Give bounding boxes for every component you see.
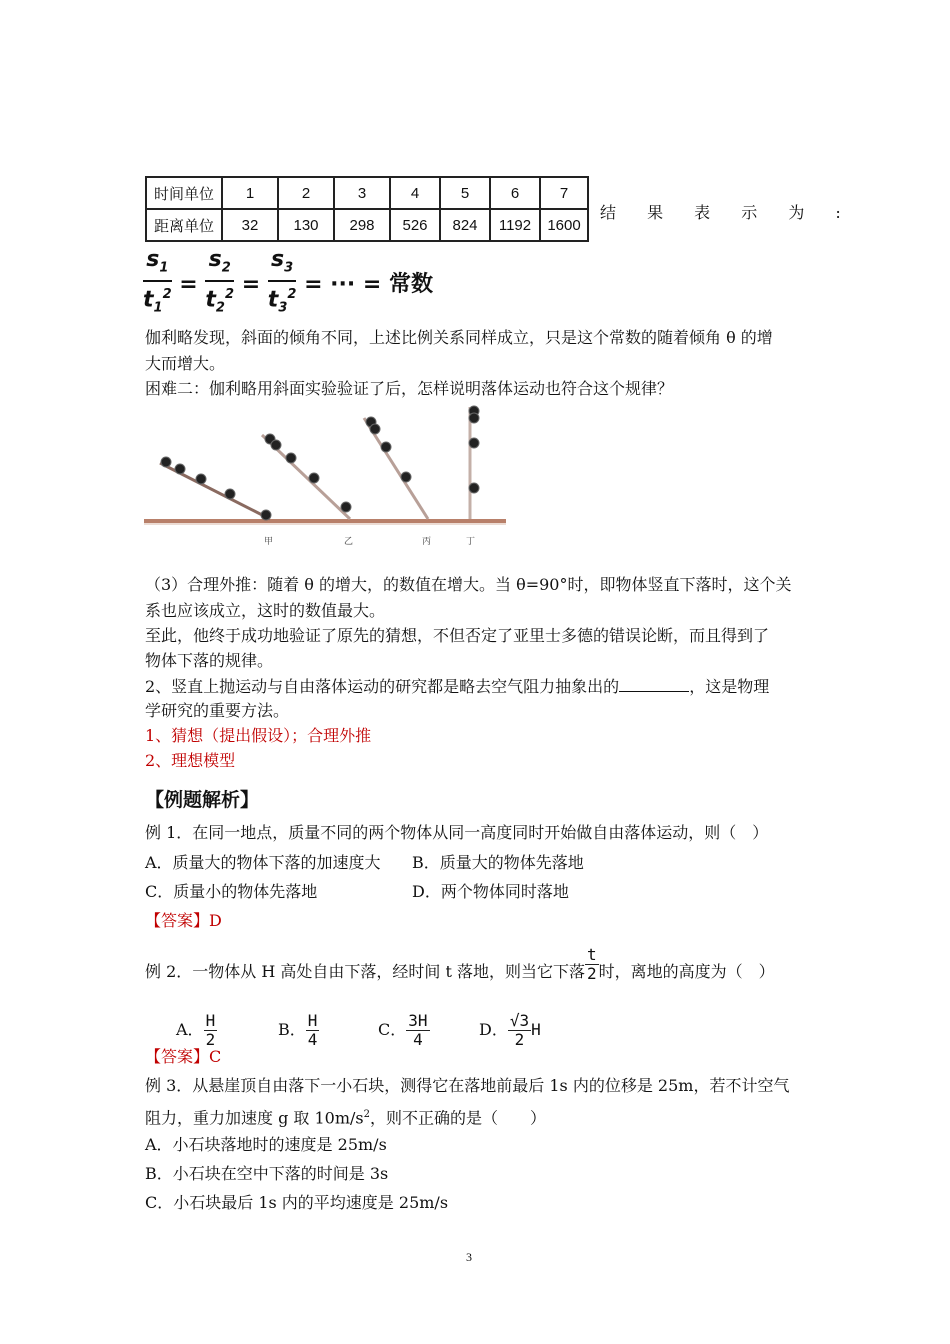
- table-cell: 7: [540, 177, 588, 209]
- table-row: [146, 177, 588, 209]
- ex1-stem: 例 1．在同一地点，质量不同的两个物体从同一高度同时开始做自由落体运动，则（ ）: [145, 823, 769, 842]
- answer-line: 1、猜想（提出假设）；合理外推: [145, 726, 372, 745]
- answer-value: C: [209, 1047, 222, 1066]
- answer-tag: 【答案】: [145, 911, 210, 930]
- section-title: 【例题解析】: [145, 789, 260, 811]
- ball-icon: [261, 510, 271, 520]
- page-number: 3: [466, 1250, 472, 1264]
- table-cell: 6: [490, 177, 540, 209]
- fraction-num: 3H: [408, 1011, 428, 1030]
- option-suffix: H: [531, 1020, 541, 1039]
- ball-icon: [286, 453, 296, 463]
- formula-t: t: [267, 287, 279, 313]
- time-header: 时间单位: [146, 177, 222, 209]
- formula-index: 3: [278, 301, 288, 317]
- ball-icon: [175, 464, 185, 474]
- fraction-den: 2: [205, 1030, 216, 1049]
- ball-icon: [381, 442, 391, 452]
- ball-icon: [196, 474, 206, 484]
- ex1-option-a: A．质量大的物体下落的加速度大: [145, 853, 381, 872]
- formula-s: s: [271, 247, 285, 272]
- paragraph: 大而增大。: [145, 354, 226, 373]
- formula-index: 2: [215, 301, 225, 317]
- paragraph: （3）合理外推：随着 θ 的增大，的数值在增大。当 θ=90°时，即物体竖直下落时，这个关: [145, 575, 792, 594]
- paragraph: 系也应该成立，这时的数值最大。: [145, 601, 386, 620]
- paragraph: 至此，他终于成功地验证了原先的猜想，不但否定了亚里士多德的错误论断，而且得到了: [145, 626, 770, 645]
- option-label: D．: [479, 1020, 508, 1039]
- paragraph: [145, 673, 769, 700]
- ball-icon: [469, 438, 479, 448]
- formula-exp: 2: [287, 287, 297, 303]
- paragraph: 伽利略发现，斜面的倾角不同，上述比例关系同样成立，只是这个常数的随着倾角 θ 的增: [145, 328, 773, 347]
- fraction-num: H: [307, 1011, 318, 1030]
- ball-icon: [271, 440, 281, 450]
- formula-s: s: [208, 247, 222, 272]
- option-label: A．: [176, 1020, 204, 1039]
- answer-tag: 【答案】: [145, 1047, 210, 1066]
- table-cell: 1192: [490, 209, 540, 241]
- ex2-option-d: [479, 1008, 541, 1052]
- text-span: 时，离地的高度为（ ）: [598, 962, 775, 981]
- ball-icon: [341, 502, 351, 512]
- ball-icon: [401, 472, 411, 482]
- formula-index: 3: [284, 260, 294, 276]
- text-span: 2、竖直上抛运动与自由落体运动的研究都是略去空气阻力抽象出的: [145, 677, 620, 696]
- ratio-formula: $\frac{s_1}{t_1^2}$ = $\frac{s_2}{t_2^2}$ = $\frac{s_3}{t_3^2}$ = ··· = 常数: [143, 247, 433, 317]
- ball-icon: [309, 473, 319, 483]
- text-span: 例 2．一物体从 H 高处自由下落，经时间 t 落地，则当它下落: [145, 962, 585, 981]
- text-span: 阻力，重力加速度 g 取 10m/s: [145, 1108, 364, 1128]
- ex3-stem: 例 3．从悬崖顶自由落下一小石块，测得它在落地前最后 1s 内的位移是 25m，若不计空气: [145, 1076, 790, 1095]
- fraction: [508, 1012, 531, 1049]
- ball-icon: [469, 483, 479, 493]
- formula-s: s: [146, 247, 160, 272]
- formula-tail: = ··· = 常数: [304, 272, 433, 298]
- option-label: B．: [278, 1020, 306, 1039]
- table-cell: 1: [222, 177, 278, 209]
- fraction-den: 4: [413, 1030, 423, 1049]
- paragraph: 物体下落的规律。: [145, 651, 274, 670]
- incline-diagram: [144, 403, 506, 551]
- time-distance-table: [145, 176, 589, 242]
- ex1-option-d: D．两个物体同时落地: [412, 882, 569, 901]
- fraction-den: 2: [514, 1030, 525, 1049]
- answer-line: 2、理想模型: [145, 751, 236, 770]
- ex1-option-c: C．质量小的物体先落地: [145, 882, 318, 901]
- answer-value: D: [209, 911, 222, 930]
- ball-icon: [161, 457, 171, 467]
- table-cell: 298: [334, 209, 390, 241]
- distance-header: 距离单位: [146, 209, 222, 241]
- ex1-answer: [145, 908, 222, 934]
- ex2-answer: [145, 1044, 221, 1070]
- table-cell: 4: [390, 177, 440, 209]
- ex3-option-a: A．小石块落地时的速度是 25m/s: [145, 1135, 387, 1154]
- label-yi: 乙: [344, 537, 354, 547]
- fill-blank: [619, 673, 689, 692]
- table-cell: 824: [440, 209, 490, 241]
- table-cell: 3: [334, 177, 390, 209]
- table-cell: 2: [278, 177, 334, 209]
- ball-icon: [225, 489, 235, 499]
- paragraph: 困难二：伽利略用斜面实验验证了后，怎样说明落体运动也符合这个规律？: [145, 379, 674, 398]
- label-bing: 丙: [422, 537, 432, 547]
- table-cell: 130: [278, 209, 334, 241]
- table-row: [146, 209, 588, 241]
- fraction-t-over-2: [585, 946, 599, 983]
- ex2-option-c: [378, 1008, 430, 1052]
- fraction-num: H: [205, 1011, 216, 1030]
- ball-icon: [370, 424, 380, 434]
- text-span: ，则不正确的是（ ）: [370, 1108, 547, 1128]
- ball-icon: [469, 413, 479, 423]
- fraction: [406, 1012, 429, 1049]
- fraction: [306, 1012, 320, 1049]
- ex3-option-c: C．小石块最后 1s 内的平均速度是 25m/s: [145, 1193, 449, 1212]
- fraction-den: 4: [307, 1030, 318, 1049]
- ex1-option-b: B．质量大的物体先落地: [412, 853, 584, 872]
- paragraph: 学研究的重要方法。: [145, 701, 290, 720]
- formula-index: 1: [153, 301, 163, 317]
- table-cell: 5: [440, 177, 490, 209]
- option-label: C．: [378, 1020, 407, 1039]
- formula-exp: 2: [162, 287, 172, 303]
- label-jia: 甲: [264, 537, 274, 547]
- formula-index: 2: [221, 260, 231, 276]
- ex2-option-b: [278, 1008, 319, 1052]
- formula-exp: 2: [224, 287, 235, 303]
- ex3-option-b: B．小石块在空中下落的时间是 3s: [145, 1164, 389, 1183]
- table-cell: 32: [222, 209, 278, 241]
- fraction-num: t: [587, 945, 597, 964]
- label-ding: 丁: [466, 537, 476, 547]
- fraction-den: 2: [587, 964, 597, 983]
- formula-t: t: [205, 287, 216, 313]
- ex3-stem: [145, 1102, 546, 1131]
- fraction-num: √3: [509, 1011, 530, 1030]
- formula-index: 1: [159, 260, 169, 276]
- superscript: 2: [363, 1109, 371, 1120]
- result-label: 结 果 表 示 为 :: [600, 203, 854, 222]
- formula-t: t: [143, 287, 154, 313]
- table-cell: 526: [390, 209, 440, 241]
- text-span: ，这是物理: [689, 677, 770, 696]
- table-cell: 1600: [540, 209, 588, 241]
- ex2-stem: [145, 945, 775, 992]
